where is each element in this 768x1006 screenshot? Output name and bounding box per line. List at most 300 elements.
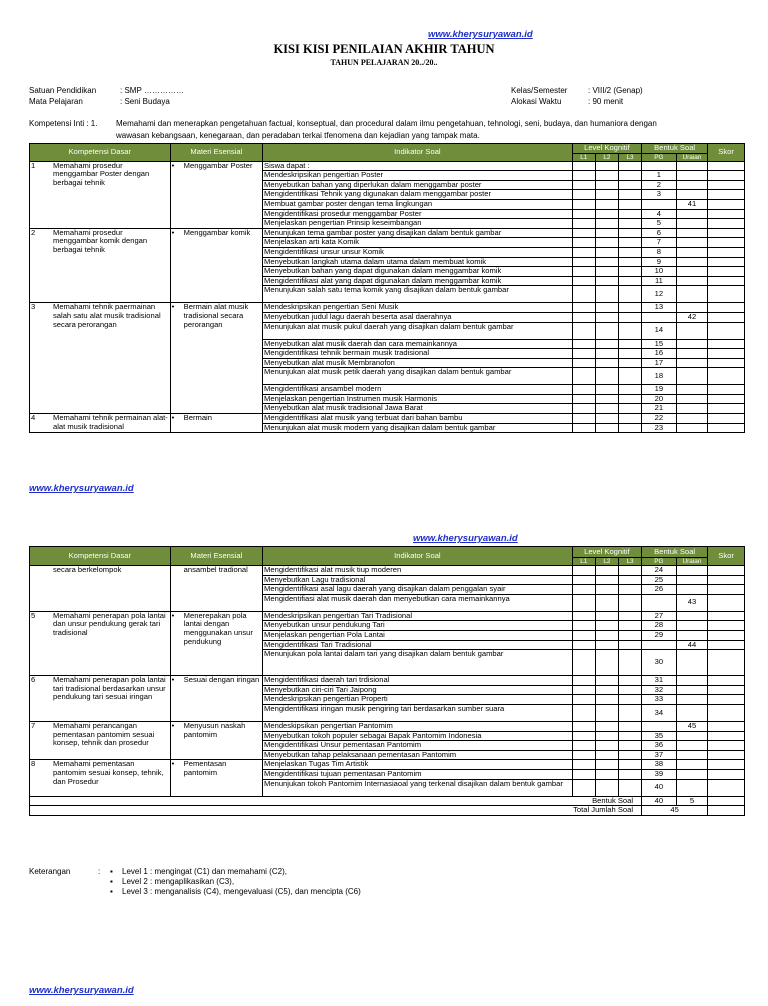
skor-cell: [708, 676, 745, 686]
level-l1-cell: [572, 704, 595, 721]
bullet-icon: •: [171, 611, 175, 620]
skor-cell: [708, 349, 745, 359]
skor-cell: [708, 685, 745, 695]
keterangan-colon: :: [98, 867, 101, 876]
uraian-number-cell: [676, 585, 708, 595]
header-level: Level Kognitif: [572, 144, 641, 154]
uraian-number-cell: [676, 286, 708, 303]
indikator-cell: Mendeskripsikan pengertian Tari Tradisional: [263, 611, 573, 621]
skor-cell: [708, 704, 745, 721]
level-l3-cell: [618, 180, 641, 190]
pg-number-cell: 27: [642, 611, 677, 621]
uraian-number-cell: [676, 695, 708, 705]
kd-number: 7: [31, 721, 36, 730]
skor-cell: [708, 358, 745, 368]
kelas-label: Kelas/Semester: [511, 86, 568, 95]
level-l2-cell: [595, 760, 618, 770]
header-materi: Materi Esensial: [170, 547, 262, 566]
level-l1-cell: [572, 238, 595, 248]
indikator-cell: Menjelaskan pengertian Pola Lantai: [263, 630, 573, 640]
kompetensi-dasar-cell: [30, 228, 171, 303]
level-l3-cell: [618, 339, 641, 349]
skor-cell: [708, 303, 745, 313]
pg-number-cell: 19: [642, 385, 677, 395]
skor-cell: [708, 199, 745, 209]
waktu-label: Alokasi Waktu: [511, 97, 562, 106]
indikator-cell: Mengidentifikasi daerah tari trdisional: [263, 676, 573, 686]
level-l2-cell: [595, 358, 618, 368]
pg-number-cell: 15: [642, 339, 677, 349]
indikator-cell: Mengidentifikasi Tehnik yang digunakan dalam menggambar poster: [263, 190, 573, 200]
level-l3-cell: [618, 731, 641, 741]
level-l2-cell: [595, 190, 618, 200]
skor-cell: [708, 695, 745, 705]
pg-total: 40: [642, 796, 677, 806]
uraian-number-cell: [676, 228, 708, 238]
kd-number: 4: [31, 413, 36, 423]
uraian-number-cell: [676, 238, 708, 248]
level-l2-cell: [595, 238, 618, 248]
indikator-cell: Mengidentifikasi ansambel modern: [263, 385, 573, 395]
kd-text: Memahami pementasan pantomim sesuai konsep, tehnik, dan Prosedur: [53, 759, 164, 786]
level-l3-cell: [618, 312, 641, 322]
level-l3-cell: [618, 704, 641, 721]
level-l1-cell: [572, 414, 595, 424]
level-l1-cell: [572, 575, 595, 585]
pg-number-cell: 11: [642, 276, 677, 286]
level-l1-cell: [572, 611, 595, 621]
bullet-icon: •: [171, 759, 175, 769]
level-l1-cell: [572, 368, 595, 385]
uraian-number-cell: [676, 731, 708, 741]
website-link-top[interactable]: www.kherysuryawan.id: [428, 29, 533, 40]
skor-cell: [708, 247, 745, 257]
bullet-icon: •: [171, 302, 175, 312]
pg-number-cell: [642, 640, 677, 650]
pg-number-cell: 23: [642, 423, 677, 433]
skor-cell: [708, 190, 745, 200]
level-l2-cell: [595, 575, 618, 585]
header-skor: Skor: [708, 144, 745, 162]
skor-cell: [708, 267, 745, 277]
uraian-number-cell: [676, 704, 708, 721]
header-l2: L2: [595, 153, 618, 161]
level-l1-cell: [572, 349, 595, 359]
level-l1-cell: [572, 322, 595, 339]
level-l2-cell: [595, 731, 618, 741]
level-l2-cell: [595, 695, 618, 705]
level-l1-cell: [572, 339, 595, 349]
waktu-value: : 90 menit: [588, 97, 624, 106]
level-l3-cell: [618, 750, 641, 760]
skor-cell: [708, 276, 745, 286]
indikator-cell: Mengidentifikasi Unsur pementasan Pantomim: [263, 741, 573, 751]
level-l2-cell: [595, 611, 618, 621]
level-l3-cell: [618, 238, 641, 248]
level-l3-cell: [618, 257, 641, 267]
level-l2-cell: [595, 267, 618, 277]
indikator-cell: Mengidentifikasi iringan musik pengiring tari berdasarkan sumber suara: [263, 704, 573, 721]
uraian-number-cell: [676, 276, 708, 286]
document-subtitle: TAHUN PELAJARAN 20../20..: [330, 58, 438, 67]
pg-number-cell: [642, 312, 677, 322]
header-l1: L1: [572, 153, 595, 161]
skor-cell: [708, 423, 745, 433]
level-l1-cell: [572, 161, 595, 171]
indikator-cell: Mengidentifiasi alat musik daerah dan menyebutkan cara memainkannya: [263, 594, 573, 611]
header-level: Level Kognitif: [572, 547, 641, 558]
level-l2-cell: [595, 423, 618, 433]
header-materi: Materi Esensial: [170, 144, 262, 162]
indikator-cell: Menyebutkan Lagu tradisional: [263, 575, 573, 585]
level-l3-cell: [618, 676, 641, 686]
level-l1-cell: [572, 209, 595, 219]
pg-number-cell: 16: [642, 349, 677, 359]
website-link-mid[interactable]: www.kherysuryawan.id: [29, 483, 134, 494]
uraian-number-cell: [676, 257, 708, 267]
level-l3-cell: [618, 721, 641, 731]
bullet-icon: •: [171, 161, 175, 170]
uraian-number-cell: [676, 190, 708, 200]
level-l3-cell: [618, 423, 641, 433]
indikator-cell: Menunjukan salah satu tema komik yang disajikan dalam bentuk gambar: [263, 286, 573, 303]
indikator-cell: Menyebutkan unsur pendukung Tari: [263, 621, 573, 631]
indikator-cell: Mendeskripsikan pengertian Properti: [263, 695, 573, 705]
level-l3-cell: [618, 267, 641, 277]
indikator-cell: Menyebutkan bahan yang dapat digunakan dalam menggambar komik: [263, 267, 573, 277]
uraian-number-cell: 41: [676, 199, 708, 209]
header-l1: L1: [572, 558, 595, 566]
header-pg: PG: [642, 153, 677, 161]
level-l2-cell: [595, 349, 618, 359]
indicator-row: [30, 161, 745, 171]
kd-number: 5: [31, 611, 36, 620]
level-l1-cell: [572, 190, 595, 200]
materi-esensial-cell: [170, 303, 262, 414]
uraian-number-cell: [676, 394, 708, 404]
level-l3-cell: [618, 594, 641, 611]
kd-text: Memahami prosedur menggambar Poster dengan berbagai tehnik: [53, 161, 150, 187]
pg-number-cell: 37: [642, 750, 677, 760]
kd-number: [31, 566, 53, 575]
skor-cell: [708, 219, 745, 229]
pg-number-cell: 14: [642, 322, 677, 339]
pg-number-cell: [642, 199, 677, 209]
header-uraian: Uraian: [676, 558, 708, 566]
header-l3: L3: [618, 153, 641, 161]
level-l1-cell: [572, 769, 595, 779]
uraian-number-cell: [676, 349, 708, 359]
skor-cell: [708, 257, 745, 267]
level-l2-cell: [595, 161, 618, 171]
level-l3-cell: [618, 276, 641, 286]
materi-esensial-cell: [170, 721, 262, 759]
uraian-number-cell: [676, 760, 708, 770]
level-l2-cell: [595, 368, 618, 385]
indicator-row: [30, 303, 745, 313]
satuan-label: Satuan Pendidikan: [29, 86, 97, 95]
pg-number-cell: 13: [642, 303, 677, 313]
keterangan-item: ▪ Level 2 : mengaplikasikan (C3),: [110, 877, 235, 886]
pg-number-cell: 8: [642, 247, 677, 257]
uraian-number-cell: [676, 180, 708, 190]
level-l2-cell: [595, 721, 618, 731]
indikator-cell: Membuat gambar poster dengan tema lingkungan: [263, 199, 573, 209]
uraian-number-cell: [676, 650, 708, 676]
website-link-bottom[interactable]: www.kherysuryawan.id: [29, 985, 134, 996]
pg-number-cell: 6: [642, 228, 677, 238]
skor-cell: [708, 650, 745, 676]
level-l2-cell: [595, 621, 618, 631]
level-l1-cell: [572, 676, 595, 686]
level-l2-cell: [595, 685, 618, 695]
pg-number-cell: 10: [642, 267, 677, 277]
materi-esensial-cell: [170, 676, 262, 722]
materi-text: Menggambar komik: [183, 228, 251, 237]
uraian-number-cell: 44: [676, 640, 708, 650]
uraian-number-cell: [676, 209, 708, 219]
header-skor: Skor: [708, 547, 745, 566]
indikator-cell: Siswa dapat :: [263, 161, 573, 171]
level-l1-cell: [572, 621, 595, 631]
level-l1-cell: [572, 750, 595, 760]
indikator-cell: Mengidentifikasi tehnik bermain musik tradisional: [263, 349, 573, 359]
kd-text: Memahami penerapan pola lantai dan unsur pendukung gerak tari tradisional: [53, 611, 166, 637]
indikator-cell: Mendeskripsikan pengertian Seni Musik: [263, 303, 573, 313]
level-l2-cell: [595, 199, 618, 209]
uraian-number-cell: [676, 741, 708, 751]
skor-cell: [708, 769, 745, 779]
pg-number-cell: 7: [642, 238, 677, 248]
uraian-number-cell: 43: [676, 594, 708, 611]
skor-cell: [708, 161, 745, 171]
indicator-row: [30, 566, 745, 576]
level-l2-cell: [595, 247, 618, 257]
uraian-number-cell: [676, 769, 708, 779]
kd-number: 3: [31, 302, 36, 312]
skor-cell: [708, 228, 745, 238]
uraian-number-cell: [676, 621, 708, 631]
bullet-icon: •: [171, 413, 175, 423]
indikator-cell: Menyebutkan tokoh populer sebagai Bapak Pantomim Indonesia: [263, 731, 573, 741]
level-l1-cell: [572, 594, 595, 611]
level-l1-cell: [572, 171, 595, 181]
kompetensi-dasar-cell: [30, 676, 171, 722]
pg-number-cell: 38: [642, 760, 677, 770]
website-link-page2[interactable]: www.kherysuryawan.id: [413, 533, 518, 544]
mapel-label: Mata Pelajaran: [29, 97, 83, 106]
total-value: 45: [642, 806, 708, 816]
skor-cell: [708, 414, 745, 424]
skor-cell: [708, 209, 745, 219]
skor-cell: [708, 238, 745, 248]
uraian-number-cell: [676, 575, 708, 585]
uraian-number-cell: [676, 779, 708, 796]
level-l1-cell: [572, 640, 595, 650]
level-l2-cell: [595, 650, 618, 676]
skor-cell: [708, 385, 745, 395]
skor-cell: [708, 731, 745, 741]
indikator-cell: Mengidentifikasi unsur unsur Komik: [263, 247, 573, 257]
indikator-cell: Menjelaskan Tugas Tim Artistik: [263, 760, 573, 770]
header-l3: L3: [618, 558, 641, 566]
indikator-cell: Menunjukan alat musik petik daerah yang disajikan dalam bentuk gambar: [263, 368, 573, 385]
kompetensi-dasar-cell: [30, 611, 171, 675]
header-uraian: Uraian: [676, 153, 708, 161]
uraian-total: 5: [676, 796, 708, 806]
uraian-number-cell: [676, 676, 708, 686]
level-l1-cell: [572, 760, 595, 770]
pg-number-cell: 31: [642, 676, 677, 686]
level-l3-cell: [618, 349, 641, 359]
skor-cell: [708, 171, 745, 181]
level-l2-cell: [595, 769, 618, 779]
indicator-row: [30, 676, 745, 686]
pg-number-cell: 5: [642, 219, 677, 229]
level-l3-cell: [618, 414, 641, 424]
skor-cell: [708, 779, 745, 796]
pg-number-cell: 3: [642, 190, 677, 200]
skor-cell: [708, 721, 745, 731]
pg-number-cell: 32: [642, 685, 677, 695]
indikator-cell: Menunjukan tema gambar poster yang disajikan dalam bentuk gambar: [263, 228, 573, 238]
pg-number-cell: 25: [642, 575, 677, 585]
skor-cell: [708, 312, 745, 322]
level-l2-cell: [595, 414, 618, 424]
level-l2-cell: [595, 394, 618, 404]
pg-number-cell: 9: [642, 257, 677, 267]
level-l1-cell: [572, 695, 595, 705]
skor-cell: [708, 180, 745, 190]
uraian-number-cell: [676, 368, 708, 385]
pg-number-cell: 18: [642, 368, 677, 385]
materi-esensial-cell: [170, 611, 262, 675]
document-title: KISI KISI PENILAIAN AKHIR TAHUN: [273, 42, 495, 56]
indikator-cell: Mendeskipsikan pengertian Pantomim: [263, 721, 573, 731]
level-l1-cell: [572, 404, 595, 414]
indikator-cell: Menunjukan alat musik pukul daerah yang disajikan dalam bentuk gambar: [263, 322, 573, 339]
skor-cell: [708, 322, 745, 339]
uraian-number-cell: [676, 161, 708, 171]
level-l1-cell: [572, 394, 595, 404]
pg-number-cell: 20: [642, 394, 677, 404]
uraian-number-cell: [676, 339, 708, 349]
level-l2-cell: [595, 385, 618, 395]
level-l3-cell: [618, 247, 641, 257]
pg-number-cell: [642, 594, 677, 611]
level-l3-cell: [618, 161, 641, 171]
level-l2-cell: [595, 630, 618, 640]
level-l1-cell: [572, 385, 595, 395]
level-l3-cell: [618, 322, 641, 339]
indicator-row: [30, 414, 745, 424]
level-l3-cell: [618, 741, 641, 751]
uraian-number-cell: [676, 750, 708, 760]
level-l2-cell: [595, 594, 618, 611]
uraian-number-cell: [676, 404, 708, 414]
level-l1-cell: [572, 312, 595, 322]
uraian-number-cell: [676, 566, 708, 576]
uraian-number-cell: [676, 247, 708, 257]
satuan-value: : SMP ……………: [120, 86, 184, 95]
skor-cell: [708, 394, 745, 404]
materi-esensial-cell: [170, 161, 262, 228]
level-l3-cell: [618, 685, 641, 695]
level-l1-cell: [572, 585, 595, 595]
uraian-number-cell: [676, 414, 708, 424]
materi-esensial-cell: [170, 414, 262, 433]
level-l2-cell: [595, 676, 618, 686]
header-indikator: Indikator Soal: [263, 547, 573, 566]
materi-text: Pementasan pantomim: [183, 759, 227, 777]
pg-number-cell: 29: [642, 630, 677, 640]
level-l3-cell: [618, 630, 641, 640]
indikator-cell: Mengidentifikasi alat yang dapat digunakan dalam menggambar komik: [263, 276, 573, 286]
level-l2-cell: [595, 566, 618, 576]
level-l1-cell: [572, 650, 595, 676]
level-l1-cell: [572, 180, 595, 190]
pg-number-cell: 36: [642, 741, 677, 751]
bullet-icon: [172, 566, 184, 575]
uraian-number-cell: [676, 171, 708, 181]
bullet-icon: •: [171, 228, 175, 237]
kd-number: 1: [31, 161, 36, 170]
indikator-cell: Menunjukan tokoh Pantomim Internasiaoal yang terkenal disajikan dalam bentuk gambar: [263, 779, 573, 796]
level-l1-cell: [572, 219, 595, 229]
pg-number-cell: 28: [642, 621, 677, 631]
level-l2-cell: [595, 180, 618, 190]
level-l3-cell: [618, 303, 641, 313]
level-l1-cell: [572, 286, 595, 303]
level-l2-cell: [595, 750, 618, 760]
skor-cell: [708, 611, 745, 621]
skor-cell: [708, 575, 745, 585]
skor-grand-cell: [708, 806, 745, 816]
kd-text: Memahami tehnik permainan alat-alat musik tradisional: [53, 413, 168, 431]
level-l3-cell: [618, 368, 641, 385]
uraian-number-cell: [676, 303, 708, 313]
pg-number-cell: [642, 161, 677, 171]
header-l2: L2: [595, 558, 618, 566]
pg-number-cell: 1: [642, 171, 677, 181]
level-l1-cell: [572, 247, 595, 257]
level-l1-cell: [572, 721, 595, 731]
indikator-cell: Menunjukan pola lantai dalam tari yang disajikan dalam bentuk gambar: [263, 650, 573, 676]
level-l2-cell: [595, 209, 618, 219]
uraian-number-cell: [676, 611, 708, 621]
pg-number-cell: 35: [642, 731, 677, 741]
skor-cell: [708, 760, 745, 770]
indicator-row: [30, 228, 745, 238]
level-l1-cell: [572, 358, 595, 368]
uraian-number-cell: [676, 685, 708, 695]
indikator-cell: Mengidentifikasi tujuan pementasan Pantomim: [263, 769, 573, 779]
indikator-cell: Menyebutkan judul lagu daerah beserta asal daerahnya: [263, 312, 573, 322]
skor-cell: [708, 750, 745, 760]
kompetensi-dasar-cell: [30, 721, 171, 759]
materi-text: Menyusun naskah pantomim: [183, 721, 246, 739]
skor-cell: [708, 286, 745, 303]
pg-number-cell: 17: [642, 358, 677, 368]
level-l2-cell: [595, 286, 618, 303]
pg-number-cell: 22: [642, 414, 677, 424]
level-l3-cell: [618, 358, 641, 368]
level-l1-cell: [572, 566, 595, 576]
materi-esensial-cell: [170, 760, 262, 796]
level-l3-cell: [618, 640, 641, 650]
level-l1-cell: [572, 423, 595, 433]
level-l1-cell: [572, 257, 595, 267]
